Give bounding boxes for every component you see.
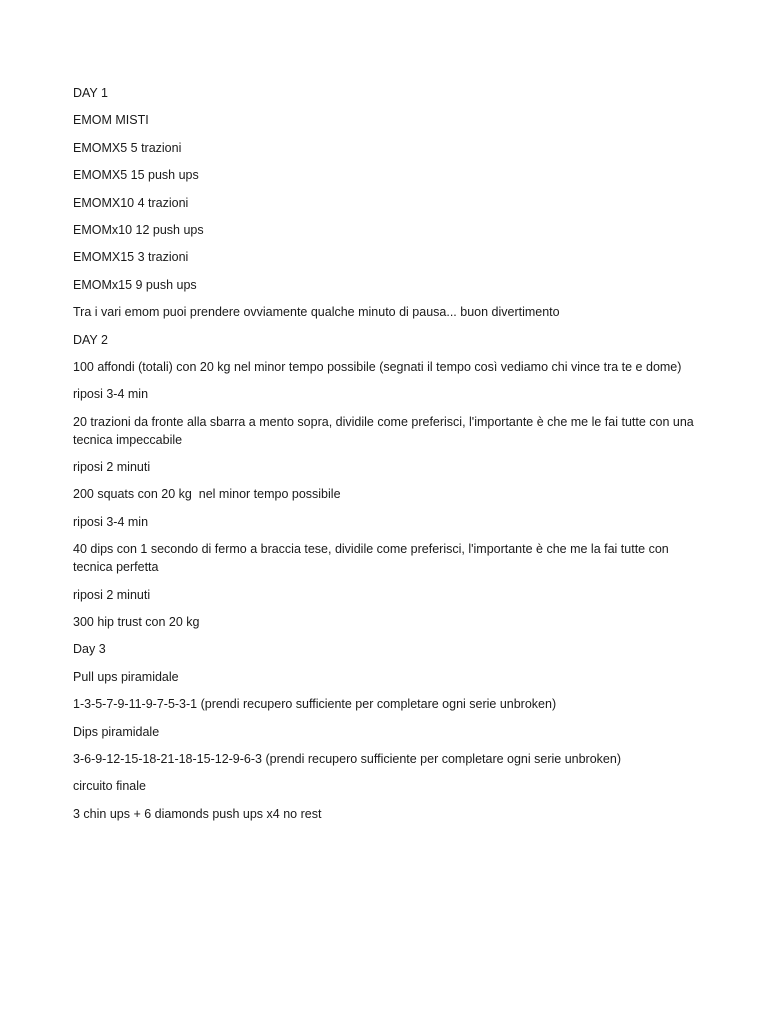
heading-day-1: DAY 1	[73, 86, 108, 100]
exercise-line: 200 squats con 20 kg nel minor tempo possibile	[73, 487, 341, 502]
exercise-line: 3 chin ups + 6 diamonds push ups x4 no rest	[73, 806, 322, 821]
section-title-emom-misti: EMOM MISTI	[73, 113, 149, 128]
rest-line: riposi 3-4 min	[73, 514, 149, 529]
section-title-dips: Dips piramidale	[73, 724, 160, 739]
document-body	[73, 84, 697, 832]
exercise-line: 40 dips con 1 secondo di fermo a braccia tese, dividile come preferisci, l'importante è che me la fai tutte con tecnica perfetta	[73, 542, 673, 575]
exercise-line: 20 trazioni da fronte alla sbarra a mento sopra, dividile come preferisci, l'importante è che me le fai tutte con una tecnica impeccabile	[73, 414, 698, 447]
exercise-line: EMOMx10 12 push ups	[73, 222, 204, 237]
exercise-line: EMOMX5 15 push ups	[73, 168, 199, 183]
exercise-line: EMOMX10 4 trazioni	[73, 195, 189, 210]
note-line: Tra i vari emom puoi prendere ovviamente qualche minuto di pausa... buon divertimento	[73, 305, 560, 320]
exercise-line: 300 hip trust con 20 kg	[73, 615, 200, 630]
heading-day-3: Day 3	[73, 642, 106, 657]
exercise-line: 3-6-9-12-15-18-21-18-15-12-9-6-3 (prendi recupero sufficiente per completare ogni serie unbroken)	[73, 751, 621, 766]
exercise-line: EMOMX15 3 trazioni	[73, 250, 189, 265]
heading-day-2: DAY 2	[73, 332, 108, 347]
exercise-line: 1-3-5-7-9-11-9-7-5-3-1 (prendi recupero sufficiente per completare ogni serie unbroken)	[73, 697, 557, 712]
exercise-line: 100 affondi (totali) con 20 kg nel minor tempo possibile (segnati il tempo così vediamo chi vince tra te e dome)	[73, 359, 682, 374]
section-title-circuit: circuito finale	[73, 779, 146, 794]
rest-line: riposi 3-4 min	[73, 387, 149, 402]
section-title-pull-ups: Pull ups piramidale	[73, 669, 179, 684]
rest-line: riposi 2 minuti	[73, 587, 151, 602]
rest-line: riposi 2 minuti	[73, 460, 151, 475]
exercise-line: EMOMx15 9 push ups	[73, 277, 197, 292]
exercise-line: EMOMX5 5 trazioni	[73, 140, 182, 155]
